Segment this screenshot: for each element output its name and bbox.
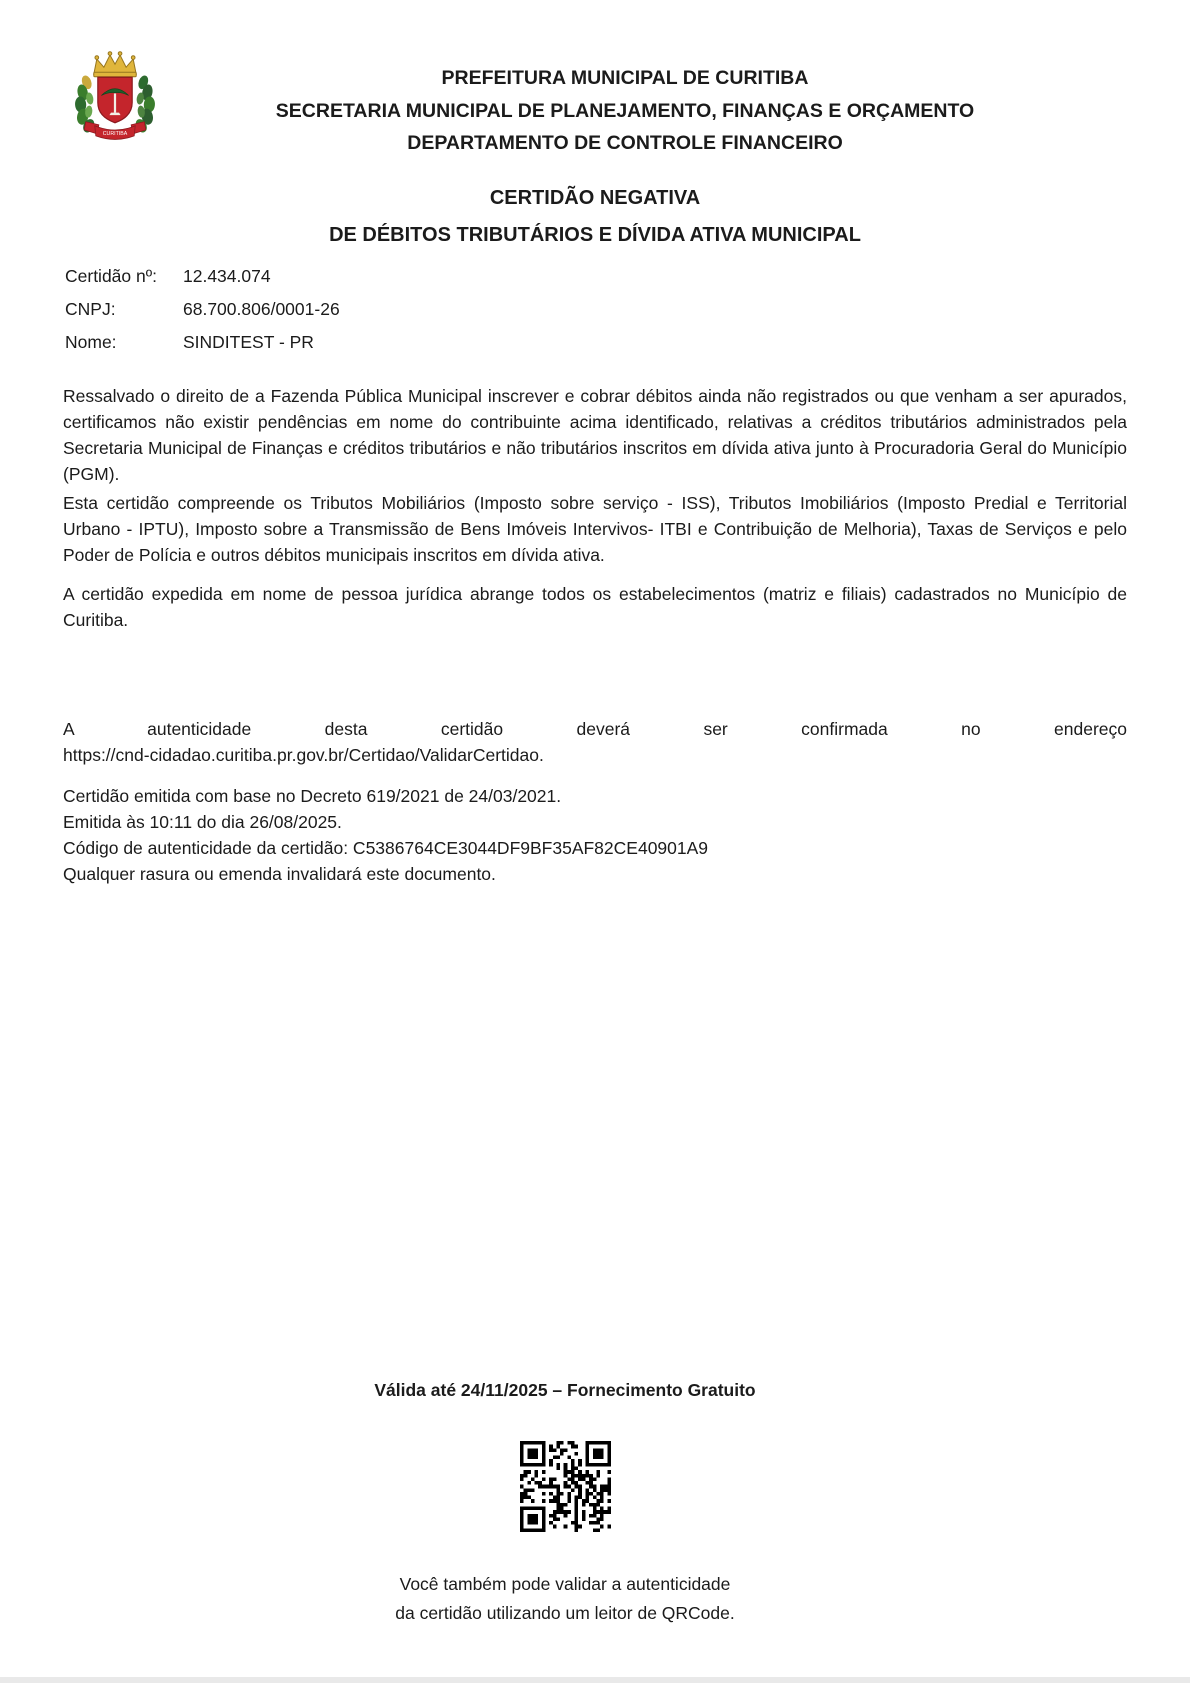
certificate-number-value: 12.434.074 xyxy=(183,266,271,286)
authenticity-text: A autenticidade desta certidão deverá ser confirmada no endereço xyxy=(63,719,1127,739)
validation-url: https://cnd-cidadao.curitiba.pr.gov.br/Certidao/ValidarCertidao. xyxy=(63,745,544,765)
document-title-line-1: CERTIDÃO NEGATIVA xyxy=(489,187,701,209)
letterhead-line-2: SECRETARIA MUNICIPAL DE PLANEJAMENTO, FINANÇAS E ORÇAMENTO xyxy=(275,99,975,122)
paragraph-authenticity xyxy=(63,716,1127,768)
emission-datetime-line: Emitida às 10:11 do dia 26/08/2025. xyxy=(63,812,342,832)
cnpj-label: CNPJ: xyxy=(65,299,116,319)
letterhead-line-3: DEPARTAMENTO DE CONTROLE FINANCEIRO xyxy=(407,132,843,154)
qr-caption-line-1: Você também pode validar a autenticidade xyxy=(399,1574,731,1594)
letterhead-line-1: PREFEITURA MUNICIPAL DE CURITIBA xyxy=(441,67,809,89)
ribbon-text: CURITIBA xyxy=(102,130,128,137)
validity-statement: Válida até 24/11/2025 – Fornecimento Gratuito xyxy=(374,1380,756,1400)
qr-code xyxy=(520,1441,611,1532)
emission-warning-line: Qualquer rasura ou emenda invalidará este documento. xyxy=(63,864,496,884)
page-bottom-edge xyxy=(0,1677,1190,1683)
qr-code-graphic xyxy=(520,1441,611,1532)
document-title xyxy=(0,180,1190,253)
field-row-cnpj xyxy=(65,299,340,320)
qr-caption xyxy=(0,1570,1130,1627)
cnpj-value: 68.700.806/0001-26 xyxy=(183,299,340,319)
certificate-number-label: Certidão nº: xyxy=(65,266,157,286)
emission-auth-code-line: Código de autenticidade da certidão: C5386764CE3044DF9BF35AF82CE40901A9 xyxy=(63,838,709,858)
paragraph-scope: Esta certidão compreende os Tributos Mobiliários (Imposto sobre serviço - ISS), Tributos Imobiliários (Imposto Predial e Territorial Urbano - IPTU), Imposto sobre a Transmissão de Bens Imóveis Intervivos- ITBI e Contribuição de Melhoria), Taxas de Serviços e pelo Poder de Polícia e outros débitos municipais inscritos em dívida ativa. xyxy=(63,493,1127,565)
emission-decree-line: Certidão emitida com base no Decreto 619/2021 de 24/03/2021. xyxy=(63,786,562,806)
name-value: SINDITEST - PR xyxy=(183,332,314,352)
field-row-name xyxy=(65,332,340,353)
emission-info xyxy=(63,783,1127,887)
paragraph-coverage: A certidão expedida em nome de pessoa jurídica abrange todos os estabelecimentos (matriz e filiais) cadastrados no Município de Curitiba. xyxy=(63,584,1127,630)
document-title-line-2: DE DÉBITOS TRIBUTÁRIOS E DÍVIDA ATIVA MUNICIPAL xyxy=(329,223,861,246)
qr-caption-line-2: da certidão utilizando um leitor de QRCode. xyxy=(395,1602,735,1623)
letterhead xyxy=(120,62,1130,160)
name-label: Nome: xyxy=(65,332,117,352)
identification-fields xyxy=(65,266,340,365)
paragraph-disclaimer: Ressalvado o direito de a Fazenda Pública Municipal inscrever e cobrar débitos ainda não registrados ou que venham a ser apurados, certificamos não existir pendências em nome do contribuinte acima identificado, relativas a créditos tributários administrados pela Secretaria Municipal de Finanças e créditos tributários e não tributários inscritos em dívida ativa junto à Procuradoria Geral do Município (PGM). xyxy=(63,386,1127,484)
field-row-certificate-number xyxy=(65,266,340,287)
